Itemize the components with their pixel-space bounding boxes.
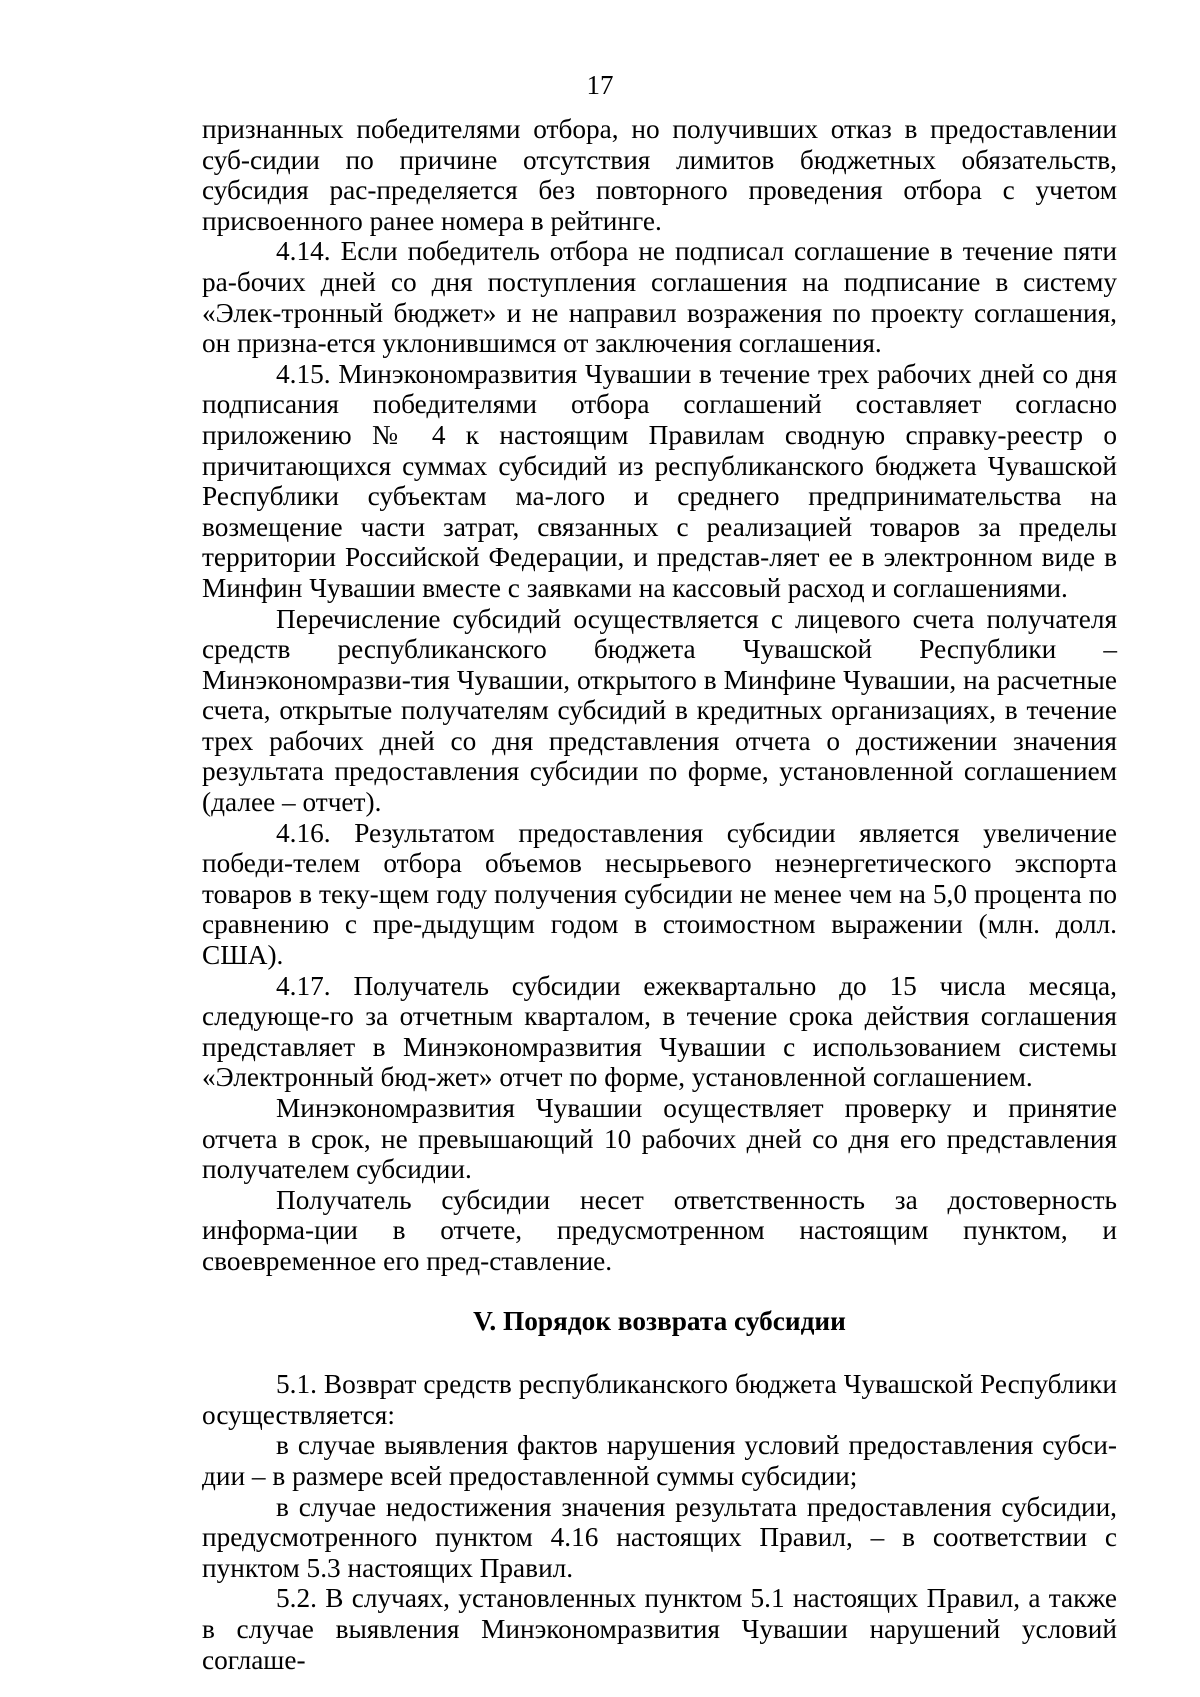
page-number: 17 [586, 70, 614, 100]
paragraph-4-15: 4.15. Минэкономразвития Чувашии в течение трех рабочих дней со дня подписания победителями отбора соглашений составляет согласно приложению № 4 к настоящим Правилам сводную справку-реестр о причитающихся суммах субсидий из республиканского бюджета Чувашской Республики субъектам ма-лого и среднего предпринимательства на возмещение части затрат, связанных с реализацией товаров за пределы территории Российской Федерации, и представ-ляет ее в электронном виде в Минфин Чувашии вместе с заявками на кассовый расход и соглашениями. [202, 358, 1117, 603]
paragraph-recipient-responsibility: Получатель субсидии несет ответственность за достоверность информа-ции в отчете, предусмотренном настоящим пунктом, и своевременное его пред-ставление. [202, 1184, 1117, 1276]
section-title: V. Порядок возврата субсидии [473, 1305, 846, 1336]
paragraph-4-16: 4.16. Результатом предоставления субсидии является увеличение победи-телем отбора объемов несырьевого неэнергетического экспорта товаров в теку-щем году получения субсидии не менее чем на 5,0 процента по сравнению с пре-дыдущим годом в стоимостном выражении (млн. долл. США). [202, 817, 1117, 971]
paragraph-4-17: 4.17. Получатель субсидии ежеквартально до 15 числа месяца, следующе-го за отчетным кварталом, в течение срока действия соглашения представляет в Минэкономразвития Чувашии с использованием системы «Электронный бюд-жет» отчет по форме, установленной соглашением. [202, 970, 1117, 1093]
paragraph-5-1-violation: в случае выявления фактов нарушения условий предоставления субси-дии – в размере всей предоставленной суммы субсидии; [202, 1430, 1117, 1491]
paragraph-4-14: 4.14. Если победитель отбора не подписал соглашение в течение пяти ра-бочих дней со дня поступления соглашения на подписание в систему «Элек-тронный бюджет» и не направил возражения по проекту соглашения, он призна-ется уклонившимся от заключения соглашения. [202, 236, 1117, 359]
paragraph-5-1-non-achievement: в случае недостижения значения результата предоставления субсидии, предусмотренного пунктом 4.16 настоящих Правил, – в соответствии с пунктом 5.3 настоящих Правил. [202, 1491, 1117, 1583]
paragraph-report-verification: Минэкономразвития Чувашии осуществляет проверку и принятие отчета в срок, не превышающий 10 рабочих дней со дня его представления получателем субсидии. [202, 1093, 1117, 1185]
document-body [202, 114, 1117, 1675]
paragraph-transfer-of-subsidies: Перечисление субсидий осуществляется с лицевого счета получателя средств республиканского бюджета Чувашской Республики – Минэкономразви-тия Чувашии, открытого в Минфине Чувашии, на расчетные счета, открытые получателям субсидий в кредитных организациях, в течение трех рабочих дней со дня представления отчета о достижении значения результата предоставления субсидии по форме, установленной соглашением (далее – отчет). [202, 603, 1117, 818]
paragraph-5-2: 5.2. В случаях, установленных пунктом 5.1 настоящих Правил, а также в случае выявления Минэкономразвития Чувашии нарушений условий соглаше- [202, 1583, 1117, 1675]
paragraph-5-1: 5.1. Возврат средств республиканского бюджета Чувашской Республики осуществляется: [202, 1369, 1117, 1430]
paragraph-continuation: признанных победителями отбора, но получивших отказ в предоставлении суб-сидии по причине отсутствия лимитов бюджетных обязательств, субсидия рас-пределяется без повторного проведения отбора с учетом присвоенного ранее номера в рейтинге. [202, 114, 1117, 236]
